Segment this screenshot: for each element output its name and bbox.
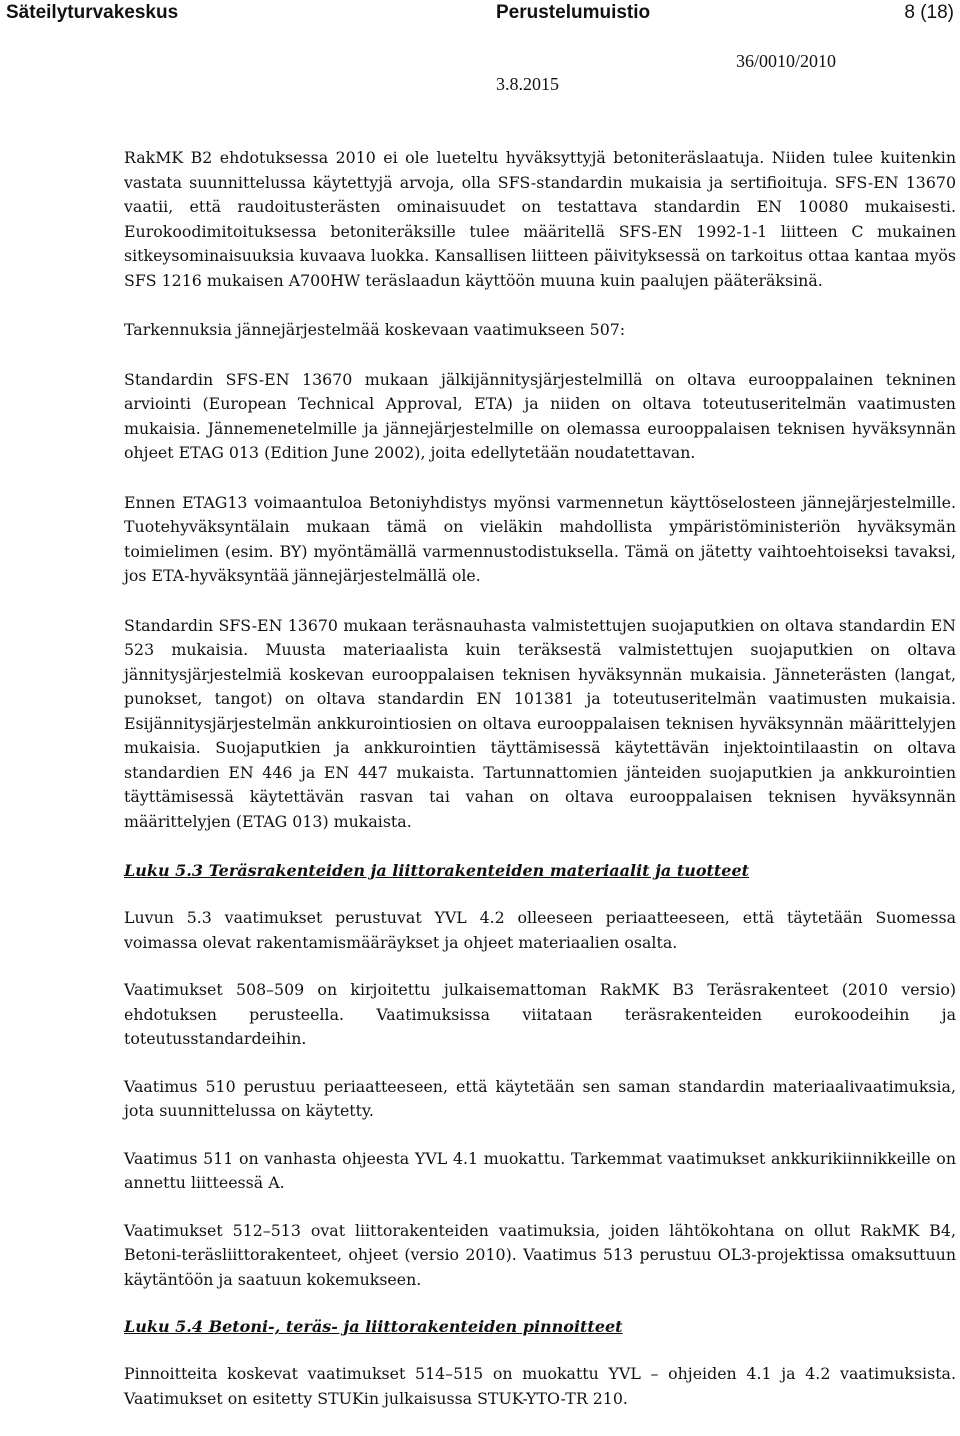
document-number: 36/0010/2010 bbox=[736, 51, 837, 71]
paragraph-ducts: Standardin SFS-EN 13670 mukaan teräsnauhasta valmistettujen suojaputkien on oltava standardin EN 523 mukaisia. Muusta materiaalista kuin teräksestä valmistettujen suojaputkien on oltava jännitysjärjestelmiä koskevan eurooppalaisen teknisen hyväksynnän mukaisia. Jänneterästen (langat, punokset, tangot) on oltava standardin EN 101381 ja toteutuseritelmän vaatimusten mukaisia. Esijännitysjärjestelmän ankkurointiosien on oltava eurooppalaisen teknisen hyväksynnän määrittelyjen mukaisia. Suojaputkien ja ankkurointien täyttämisessä käytettävän injektointilaastin on oltava standardien EN 446 ja EN 447 mukaista. Tartunnattomien jänteiden suojaputkien ja ankkurointien täyttämisessä käytettävän rasvan tai vahan on oltava eurooppalaisen teknisen hyväksynnän määrittelyjen (ETAG 013) mukaista. bbox=[124, 615, 956, 831]
organization-name: Säteilyturvakeskus bbox=[6, 2, 179, 23]
document-date: 3.8.2015 bbox=[496, 74, 559, 94]
paragraph-512-513: Vaatimukset 512–513 ovat liittorakenteiden vaatimuksia, joiden lähtökohtana on ollut RakMK B4, Betoni-teräsliittorakenteet, ohjeet (versio 2010). Vaatimus 513 perustuu OL3-projektissa omaksuttuun käytäntöön ja saatuun kokemukseen. bbox=[124, 1220, 956, 1289]
paragraph-5-3-basis: Luvun 5.3 vaatimukset perustuvat YVL 4.2 olleeseen periaatteeseen, että täytetään Suomessa voimassa olevat rakentamismääräykset ja ohjeet materiaalien osalta. bbox=[124, 908, 956, 952]
paragraph-tendon-intro: Tarkennuksia jännejärjestelmää koskevaan vaatimukseen 507: bbox=[124, 320, 626, 339]
paragraph-etag13: Ennen ETAG13 voimaantuloa Betoniyhdistys myönsi varmennetun käyttöselosteen jännejärjestelmille. Tuotehyväksyntälain mukaan tämä on vieläkin mahdollista ympäristöministeriön hyväksymän toimielimen (esim. BY) myöntämällä varmennustodistuksella. Tämä on jätetty vaihtoehtoiseksi tavaksi, jos ETA-hyväksyntää jännejärjestelmällä ole. bbox=[124, 492, 956, 585]
document-body bbox=[124, 146, 956, 1436]
paragraph-post-tensioning: Standardin SFS-EN 13670 mukaan jälkijännitysjärjestelmillä on oltava eurooppalainen tekninen arviointi (European Technical Approval, ETA) ja niiden on oltava toteutuseritelmän vaatimusten mukaisia. Jännemenetelmille ja jännejärjestelmille on olemassa eurooppalaisen teknisen hyväksynnän ohjeet ETAG 013 (Edition June 2002), joita edellytetään noudatettavan. bbox=[124, 369, 956, 462]
paragraph-510: Vaatimus 510 perustuu periaatteeseen, että käytetään sen saman standardin materiaalivaatimuksia, jota suunnittelussa on käytetty. bbox=[124, 1076, 956, 1120]
paragraph-reinforcing-steel: RakMK B2 ehdotuksessa 2010 ei ole lueteltu hyväksyttyjä betoniteräslaatuja. Niiden tulee kuitenkin vastata suunnittelussa käytettyjä arvoja, olla SFS-standardin mukaisia ja sertifioituja. SFS-EN 13670 vaatii, että raudoitusterästen ominaisuudet on testattava standardin EN 10080 mukaisesti. Eurokoodimitoituksessa betoniteräksille tulee määritellä SFS-EN 1992-1-1 liitteen C mukainen sitkeysominaisuuksia kuvaava luokka. Kansallisen liitteen päivityksessä on tarkoitus ottaa kantaa myös SFS 1216 mukaisen A700HW teräslaadun käyttöön muuna kuin paalujen pääteräksinä. bbox=[124, 148, 956, 290]
page-header bbox=[0, 0, 960, 100]
paragraph-coatings: Pinnoitteita koskevat vaatimukset 514–515 on muokattu YVL – ohjeiden 4.1 ja 4.2 vaatimuksista. Vaatimukset on esitetty STUKin julkaisussa STUK-YTO-TR 210. bbox=[124, 1364, 956, 1408]
paragraph-508-509: Vaatimukset 508–509 on kirjoitettu julkaisemattoman RakMK B3 Teräsrakenteet (2010 versio) ehdotuksen perusteella. Vaatimuksissa viitataan teräsrakenteiden eurokoodeihin ja toteutusstandardeihin. bbox=[124, 980, 956, 1048]
paragraph-511: Vaatimus 511 on vanhasta ohjeesta YVL 4.1 muokattu. Tarkemmat vaatimukset ankkurikiinnikkeille on annettu liitteessä A. bbox=[124, 1148, 956, 1192]
section-heading-5-3: Luku 5.3 Teräsrakenteiden ja liittorakenteiden materiaalit ja tuotteet bbox=[124, 861, 750, 880]
page-number: 8 (18) bbox=[904, 2, 954, 23]
section-heading-5-4: Luku 5.4 Betoni-, teräs- ja liittorakenteiden pinnoitteet bbox=[124, 1317, 623, 1336]
document-type: Perustelumuistio bbox=[496, 2, 651, 23]
